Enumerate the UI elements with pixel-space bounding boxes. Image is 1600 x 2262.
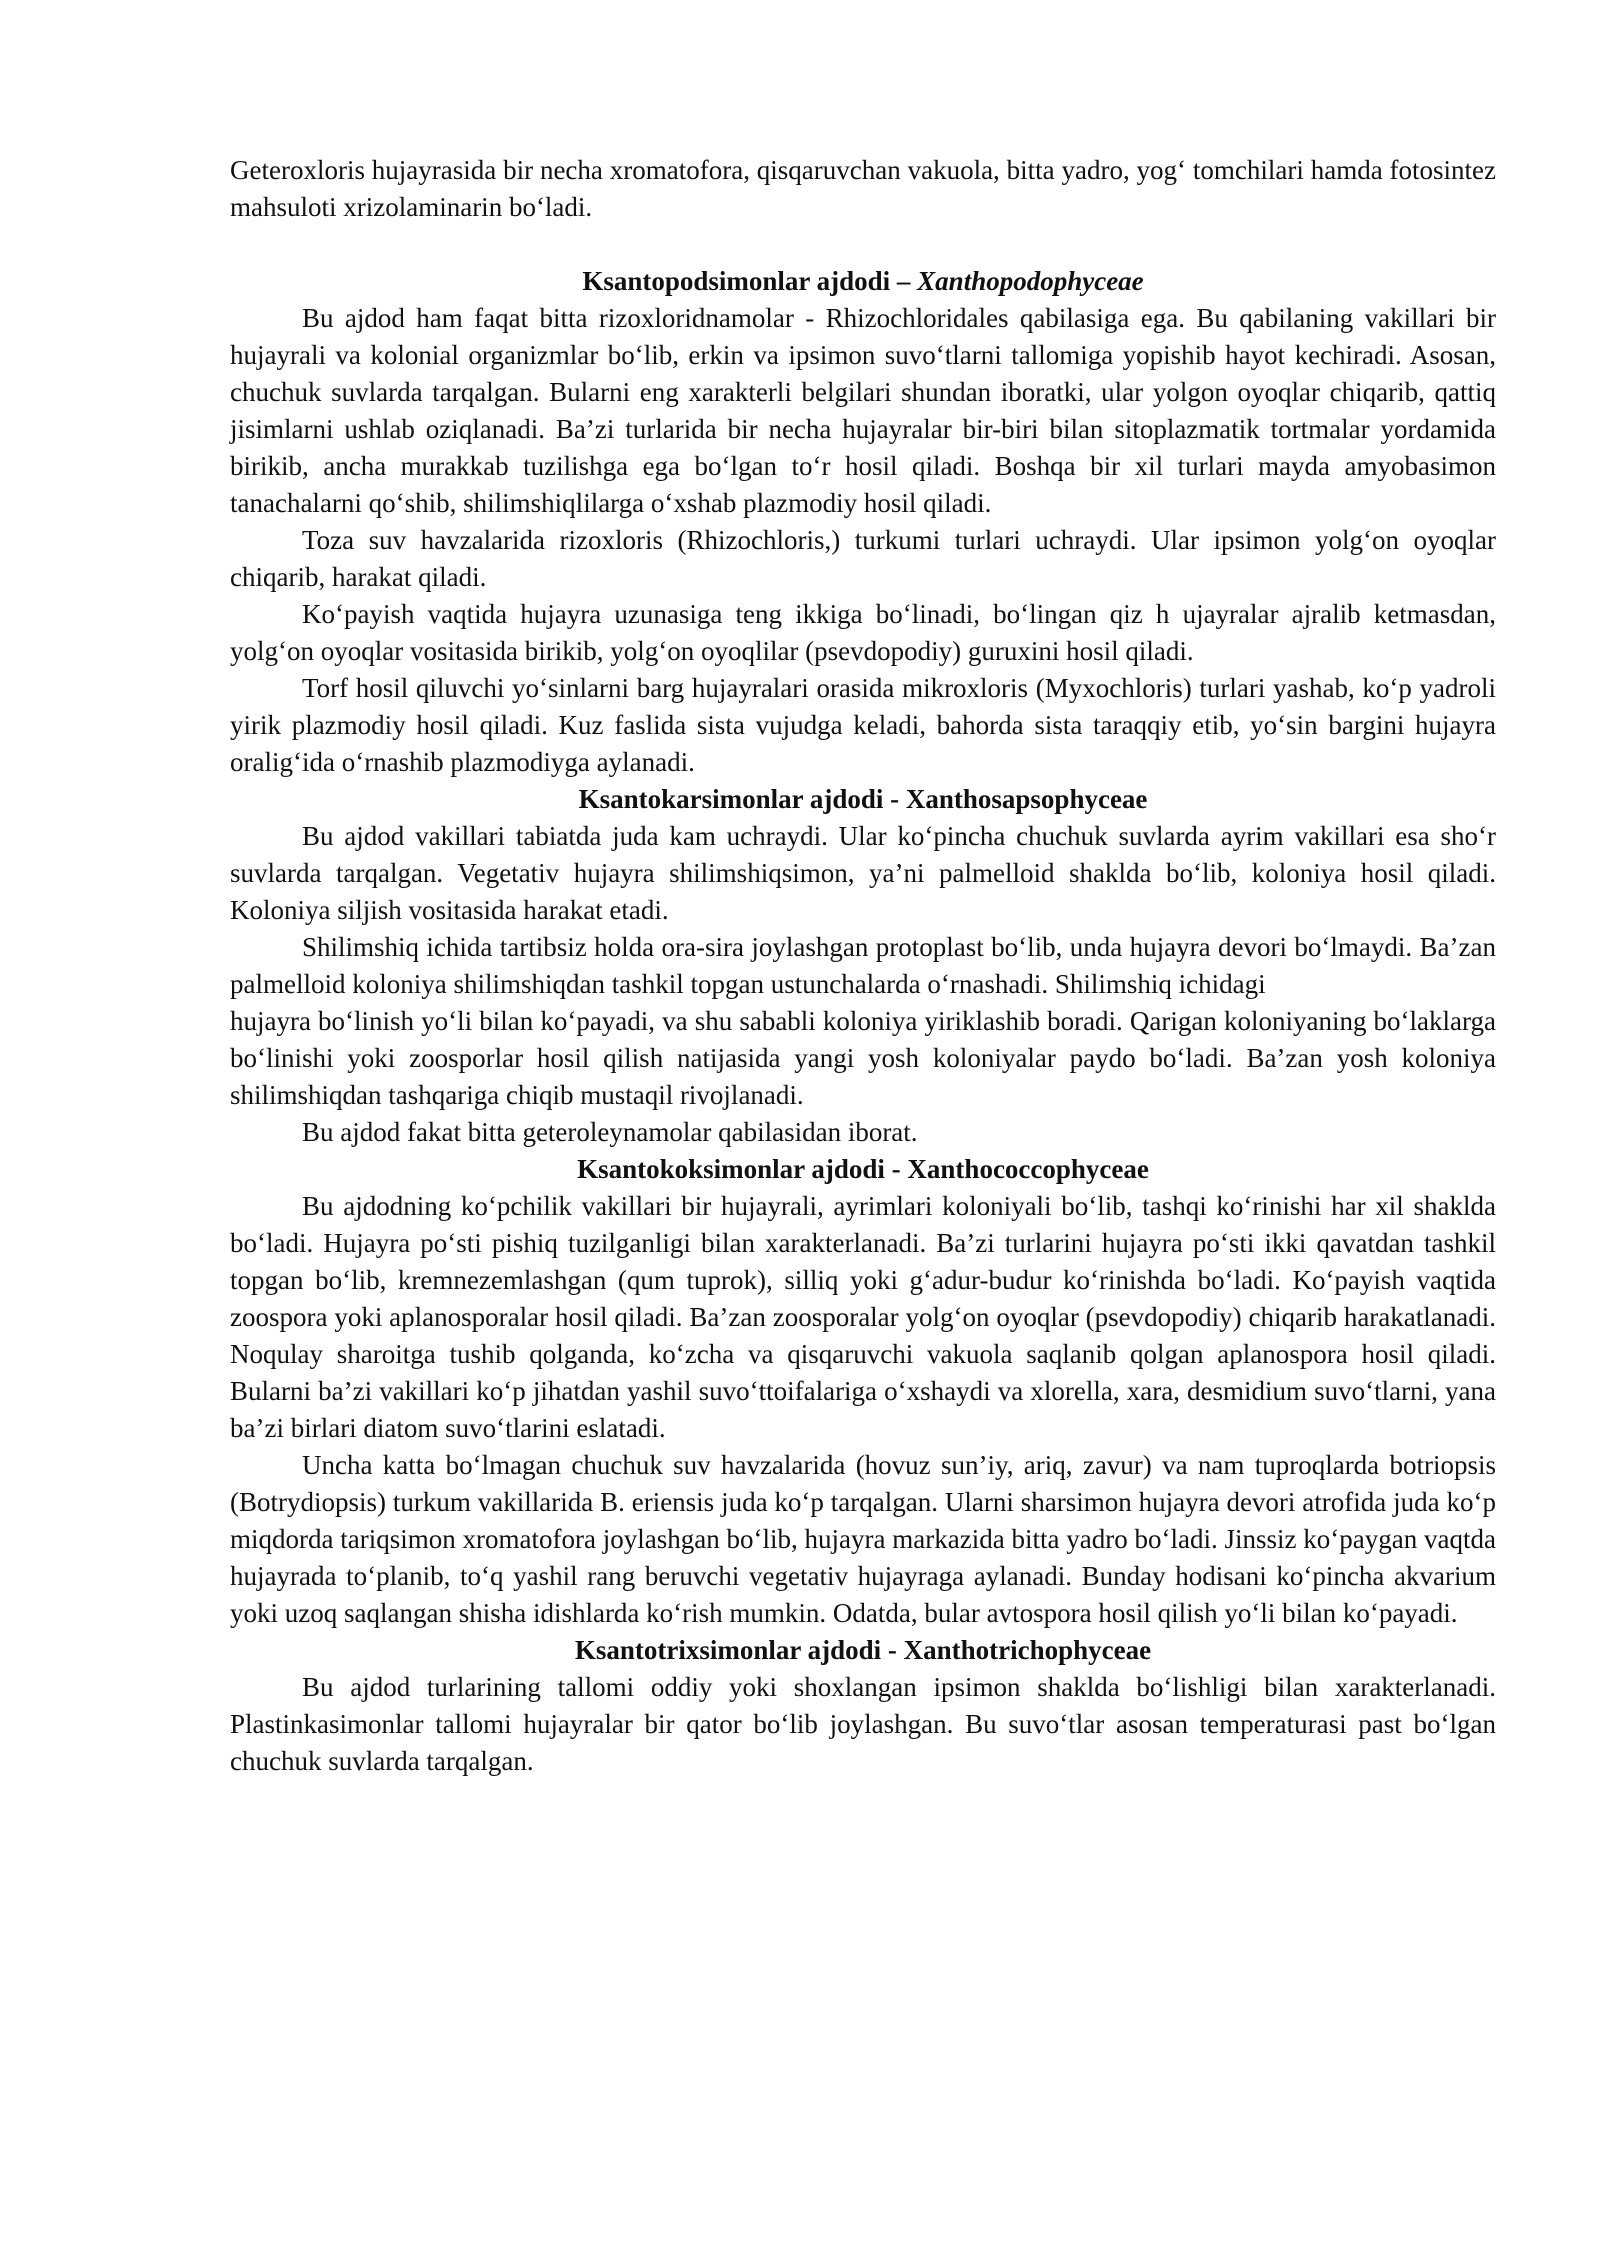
paragraph: Toza suv havzalarida rizoxloris (Rhizochloris,) turkumi turlari uchraydi. Ular ipsimon yolg‘on oyoqlar chiqarib, harakat qiladi. bbox=[230, 525, 1496, 592]
paragraph: hujayra bo‘linish yo‘li bilan ko‘payadi, va shu sababli koloniya yiriklashib boradi. Qarigan koloniyaning bo‘laklarga bo‘linishi yoki zoosporlar hosil qilish natijasida yangi yosh koloniyalar paydo bo‘ladi. Ba’zan yosh koloniya shilimshiqdan tashqariga chiqib mustaqil rivojlanadi. bbox=[230, 1006, 1496, 1110]
paragraph: Bu ajdodning ko‘pchilik vakillari bir hujayrali, ayrimlari koloniyali bo‘lib, tashqi ko‘rinishi har xil shaklda bo‘ladi. Hujayra po‘sti pishiq tuzilganligi bilan xarakterlanadi. Ba’zi turlarini hujayra po‘sti ikki qavatdan tashkil topgan bo‘lib, kremnezemlashgan (qum tuprok), silliq yoki g‘adur-budur ko‘rinishda bo‘ladi. Ko‘payish vaqtida zoospora yoki aplanosporalar hosil qiladi. Ba’zan zoosporalar yolg‘on oyoqlar (psevdopodiy) chiqarib harakatlanadi. Noqulay sharoitga tushib qolganda, ko‘zcha va qisqaruvchi vakuola saqlanib qolgan aplanospora hosil qiladi. Bularni ba’zi vakillari ko‘p jihatdan yashil suvo‘ttoifalariga o‘xshaydi va xlorella, xara, desmidium suvo‘tlarni, yana ba’zi birlari diatom suvo‘tlarini eslatadi. bbox=[230, 1191, 1496, 1443]
paragraph: Ko‘payish vaqtida hujayra uzunasiga teng ikkiga bo‘linadi, bo‘lingan qiz h ujayralar ajralib ketmasdan, yolg‘on oyoqlar vositasida birikib, yolg‘on oyoqlilar (psevdopodiy) guruxini hosil qiladi. bbox=[230, 599, 1496, 666]
paragraph: Uncha katta bo‘lmagan chuchuk suv havzalarida (hovuz sun’iy, ariq, zavur) va nam tuproqlarda botriopsis (Botrydiopsis) turkum vakillarida B. eriensis juda ko‘p tarqalgan. Ularni sharsimon hujayra devori atrofida juda ko‘p miqdorda tariqsimon xromatofora joylashgan bo‘lib, hujayra markazida bitta yadro bo‘ladi. Jinssiz ko‘paygan vaqtda hujayrada to‘planib, to‘q yashil rang beruvchi vegetativ hujayraga aylanadi. Bunday hodisani ko‘pincha akvarium yoki uzoq saqlangan shisha idishlarda ko‘rish mumkin. Odatda, bular avtospora hosil qilish yo‘li bilan ko‘payadi. bbox=[230, 1450, 1496, 1628]
document-page bbox=[230, 152, 1496, 1780]
paragraph: Bu ajdod fakat bitta geteroleynamolar qabilasidan iborat. bbox=[302, 1117, 918, 1147]
section-heading-xanthotrichophyceae: Ksantotrixsimonlar ajdodi - Xanthotrichophyceae bbox=[574, 1635, 1152, 1665]
heading-main-text: Ksantopodsimonlar ajdodi – bbox=[582, 266, 918, 296]
intro-paragraph: Geteroxloris hujayrasida bir necha xromatofora, qisqaruvchan vakuola, bitta yadro, yog‘ tomchilari hamda fotosintez mahsuloti xrizolaminarin bo‘ladi. bbox=[230, 155, 1496, 222]
section-heading-xanthopodophyceae bbox=[230, 263, 1496, 300]
section-heading-xanthosapsophyceae: Ksantokarsimonlar ajdodi - Xanthosapsophyceae bbox=[578, 784, 1148, 814]
paragraph: Torf hosil qiluvchi yo‘sinlarni barg hujayralari orasida mikroxloris (Myxochloris) turlari yashab, ko‘p yadroli yirik plazmodiy hosil qiladi. Kuz faslida sista vujudga keladi, bahorda sista taraqqiy etib, yo‘sin bargini hujayra oralig‘ida o‘rnashib plazmodiyga aylanadi. bbox=[230, 673, 1496, 777]
paragraph: Bu ajdod ham faqat bitta rizoxloridnamolar - Rhizochloridales qabilasiga ega. Bu qabilaning vakillari bir hujayrali va kolonial organizmlar bo‘lib, erkin va ipsimon suvo‘tlarni tallomiga yopishib hayot kechiradi. Asosan, chuchuk suvlarda tarqalgan. Bularni eng xarakterli belgilari shundan iboratki, ular yolgon oyoqlar chiqarib, qattiq jisimlarni ushlab oziqlanadi. Ba’zi turlarida bir necha hujayralar bir-biri bilan sitoplazmatik tortmalar yordamida birikib, ancha murakkab tuzilishga ega bo‘lgan to‘r hosil qiladi. Boshqa bir xil turlari mayda amyobasimon tanachalarni qo‘shib, shilimshiqlilarga o‘xshab plazmodiy hosil qiladi. bbox=[230, 303, 1496, 518]
blank-line bbox=[230, 226, 1496, 263]
section-heading-xanthococcophyceae: Ksantokoksimonlar ajdodi - Xanthococcophyceae bbox=[577, 1154, 1149, 1184]
heading-latin-name: Xanthopodophyceae bbox=[917, 266, 1144, 296]
paragraph: Bu ajdod vakillari tabiatda juda kam uchraydi. Ular ko‘pincha chuchuk suvlarda ayrim vakillari esa sho‘r suvlarda tarqalgan. Vegetativ hujayra shilimshiqsimon, ya’ni palmelloid shaklda bo‘lib, koloniya hosil qiladi. Koloniya siljish vositasida harakat etadi. bbox=[230, 821, 1496, 925]
paragraph: Bu ajdod turlarining tallomi oddiy yoki shoxlangan ipsimon shaklda bo‘lishligi bilan xarakterlanadi. Plastinkasimonlar tallomi hujayralar bir qator bo‘lib joylashgan. Bu suvo‘tlar asosan temperaturasi past bo‘lgan chuchuk suvlarda tarqalgan. bbox=[230, 1672, 1496, 1776]
paragraph: Shilimshiq ichida tartibsiz holda ora-sira joylashgan protoplast bo‘lib, unda hujayra devori bo‘lmaydi. Ba’zan palmelloid koloniya shilimshiqdan tashkil topgan ustunchalarda o‘rnashadi. Shilimshiq ichidagi bbox=[230, 932, 1496, 999]
